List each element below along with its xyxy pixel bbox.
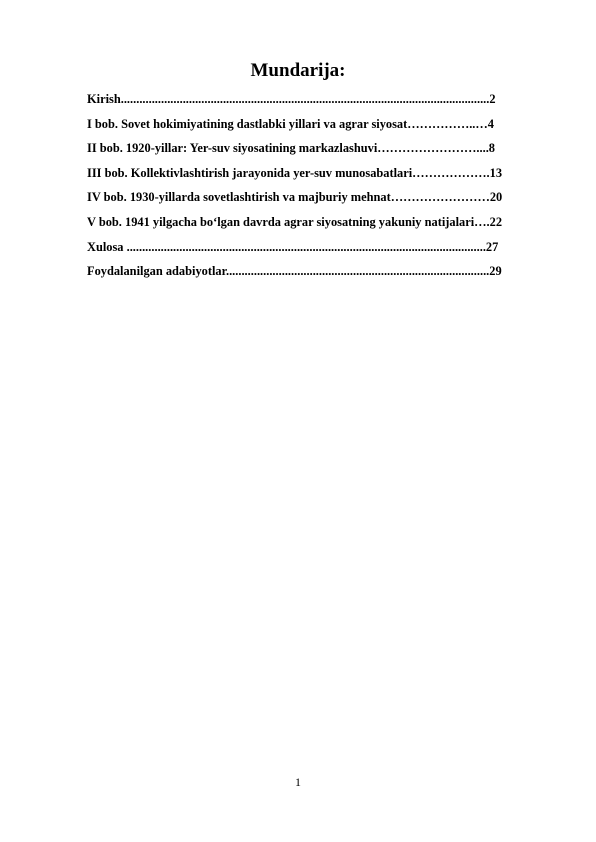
toc-entry-chapter-5: V bob. 1941 yilgacha bo‘lgan davrda agrar siyosatning yakuniy natijalari….22 xyxy=(87,214,503,229)
toc-entry-conclusion: Xulosa ....................................................................................................................27 xyxy=(87,239,499,254)
toc-entry-references: Foydalanilgan adabiyotlar.....................................................................................29 xyxy=(87,264,502,279)
toc-entry-chapter-1: I bob. Sovet hokimiyatining dastlabki yillari va agrar siyosat……………..…4 xyxy=(87,116,494,131)
toc-entry-chapter-4: IV bob. 1930-yillarda sovetlashtirish va majburiy mehnat……………………20 xyxy=(87,190,503,205)
toc-entry-introduction: Kirish.......................................................................................................................2 xyxy=(87,92,496,106)
toc-title: Mundarija: xyxy=(250,60,346,81)
page-number: 1 xyxy=(295,775,301,789)
toc-entry-chapter-2: II bob. 1920-yillar: Yer-suv siyosatining markazlashuvi……………………....8 xyxy=(87,141,495,156)
toc-entry-chapter-3: III bob. Kollektivlashtirish jarayonida yer-suv munosabatlari……………….13 xyxy=(87,165,503,180)
table-of-contents xyxy=(87,92,552,289)
